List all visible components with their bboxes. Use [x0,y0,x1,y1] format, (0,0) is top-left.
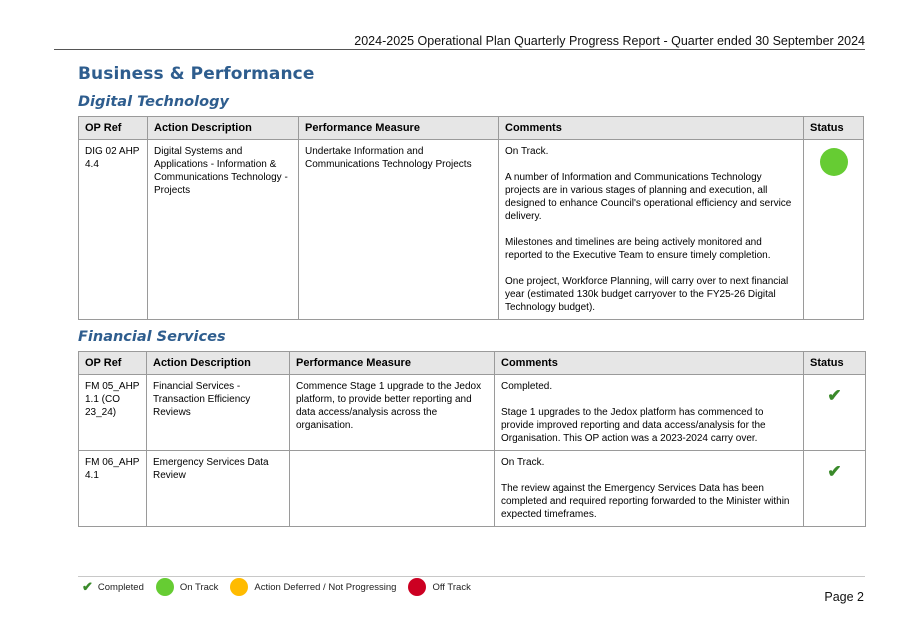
legend-completed [82,579,144,595]
comment-paragraph: A number of Information and Communications Technology projects are in various stages of planning and execution, all designed to enhance Council's operational efficiency and service delivery. [505,172,792,222]
legend-label: On Track [179,581,219,593]
op-ref-cell: DIG 02 AHP 4.4 [79,140,148,320]
action-cell: Digital Systems and Applications - Information & Communications Technology - Projects [148,140,299,320]
col-status: Status [804,352,866,375]
comments-cell [499,140,804,320]
check-icon: ✔ [82,579,93,594]
col-action-description: Action Description [148,117,299,140]
table-row [79,375,866,451]
col-performance-measure: Performance Measure [299,117,499,140]
legend-label: Completed [97,581,144,593]
status-legend [82,578,483,596]
legend-deferred [230,578,396,596]
op-ref-cell: FM 05_AHP 1.1 (CO 23_24) [79,375,147,451]
col-status: Status [804,117,864,140]
col-comments: Comments [499,117,804,140]
green-dot-icon [156,578,174,596]
comment-paragraph: Completed. [501,381,553,392]
green-dot-icon [820,148,848,176]
financial-services-heading: Financial Services [78,329,226,345]
action-cell: Emergency Services Data Review [147,451,290,527]
comment-paragraph: Milestones and timelines are being actively monitored and reported to the Executive Team to ensure timely completion. [505,237,771,261]
comments-cell [495,375,804,451]
comment-paragraph: On Track. [501,457,545,468]
report-header-title: 2024-2025 Operational Plan Quarterly Progress Report - Quarter ended 30 September 2024 [354,34,865,48]
legend-off-track [408,578,470,596]
check-icon: ✔ [827,462,842,481]
status-cell [804,140,864,320]
digital-technology-heading: Digital Technology [78,94,229,110]
financial-services-table [78,351,866,527]
footer-divider [78,576,865,577]
measure-cell: Undertake Information and Communications Technology Projects [299,140,499,320]
col-comments: Comments [495,352,804,375]
status-cell [804,375,866,451]
red-dot-icon [408,578,426,596]
col-action-description: Action Description [147,352,290,375]
legend-label: Off Track [432,581,471,593]
comment-paragraph: One project, Workforce Planning, will carry over to next financial year (estimated 130k budget carryover to the FY25-26 Digital Technology budget). [505,276,789,313]
action-cell: Financial Services - Transaction Efficiency Reviews [147,375,290,451]
status-cell [804,451,866,527]
page-number: Page 2 [824,590,864,604]
amber-dot-icon [230,578,248,596]
table-row [79,140,864,320]
op-ref-cell: FM 06_AHP 4.1 [79,451,147,527]
legend-on-track [156,578,219,596]
comments-cell [495,451,804,527]
digital-technology-table [78,116,864,320]
table-row [79,451,866,527]
table-header-row [79,117,864,140]
measure-cell: Commence Stage 1 upgrade to the Jedox platform, to provide better reporting and data access/analysis across the organisation. [290,375,495,451]
comment-paragraph: On Track. [505,146,549,157]
measure-cell [290,451,495,527]
comment-paragraph: Stage 1 upgrades to the Jedox platform has commenced to provide improved reporting and data access/analysis for the Organisation. This OP action was a 2023-2024 carry over. [501,407,766,444]
col-performance-measure: Performance Measure [290,352,495,375]
header-divider [54,49,865,50]
section-title: Business & Performance [78,64,315,84]
col-op-ref: OP Ref [79,352,147,375]
table-header-row [79,352,866,375]
comment-paragraph: The review against the Emergency Services Data has been completed and required reporting forwarded to the Minister within expected timeframes. [501,483,790,520]
check-icon: ✔ [827,386,842,405]
legend-label: Action Deferred / Not Progressing [254,581,397,593]
col-op-ref: OP Ref [79,117,148,140]
